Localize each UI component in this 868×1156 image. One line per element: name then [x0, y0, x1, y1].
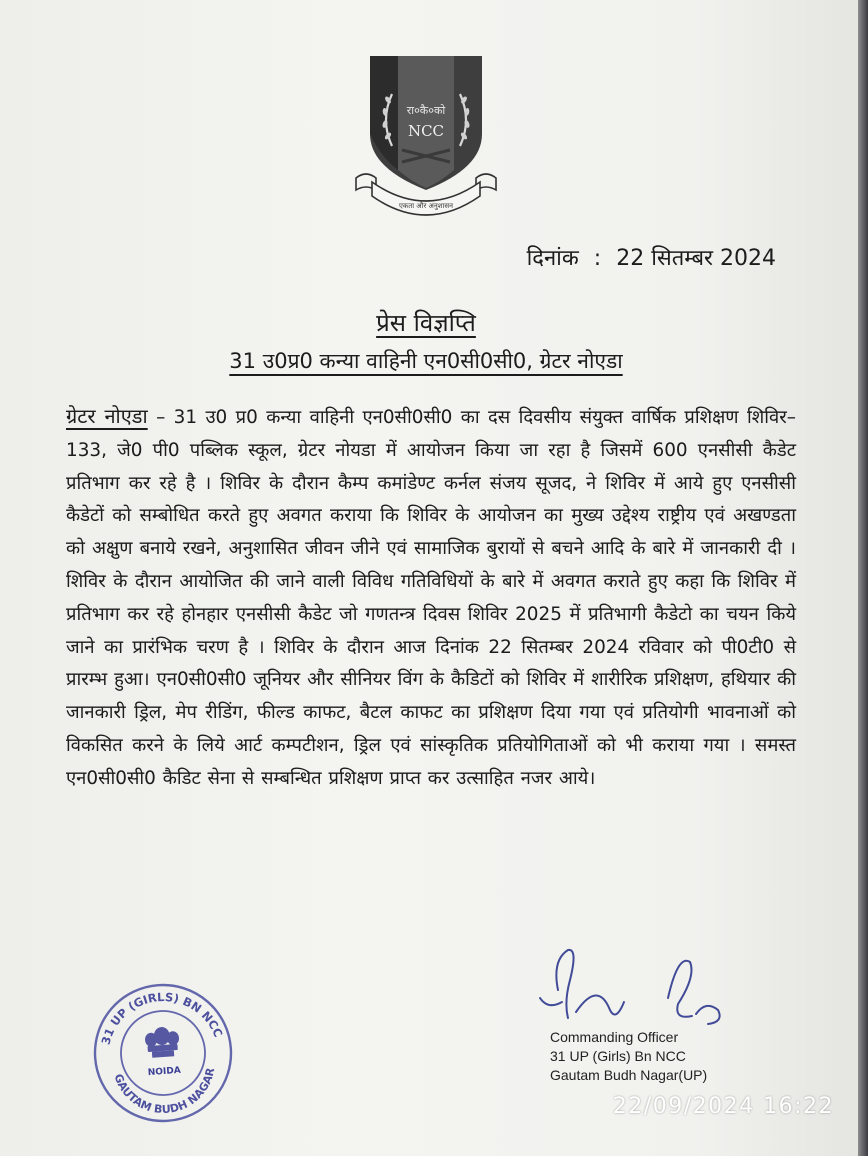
date-separator: : — [593, 246, 602, 271]
national-emblem-icon — [144, 1026, 180, 1058]
body-paragraph: – 31 उ0 प्र0 कन्या वाहिनी एन0सी0सी0 का दस दिवसीय संयुक्त वार्षिक प्रशिक्षण शिविर–133, जे0 पी0 पब्लिक स्कूल, ग्रेटर नोयडा में आयोजन किया जा रहा है जिसमें 600 एनसीसी कैडेट प्रतिभाग कर रहे है । शिविर के दौरान कैम्प कमांडेण्ट कर्नल संजय सूजद, ने शिविर में आये हुए एनसीसी कैडेटों को सम्बोधित करते हुए अवगत कराया कि शिविर के आयोजन का मुख्य उद्देश्य राष्ट्रीय एवं अखण्डता को अक्षुण बनाये रखने, अनुशासित जीवन जीने एवं सामाजिक बुरायों से बचने आदि के बारे में जानकारी दी । शिविर के दौरान आयोजित की जाने वाली विविध गतिविधियों के बारे में अवगत कराते हुए कहा कि शिविर में प्रतिभाग कर रहे होनहार एनसीसी कैडेट जो गणतन्त्र दिवस शिविर 2025 में प्रतिभागी कैडेटो का चयन किये जाने का प्रारंभिक चरण है । शिविर के दौरान आज दिनांक 22 सितम्बर 2024 रविवार को पी0टी0 से प्रारम्भ हुआ। एन0सी0सी0 जूनियर और सीनियर विंग के कैडिटों को शिविर में शारीरिक प्रशिक्षण, हथियार की जानकारी ड्रिल, मेप रीडिंग, फील्ड काफट, बैटल काफट का प्रशिक्षण दिया गया एवं प्रतियोगी भावनाओं को विकसित करने के लिये आर्ट कम्पटीशन, ड्रिल एवं सांस्कृतिक प्रतियोगिताओं को भी कराया गया । समस्त एन0सी0सी0 कैडिट सेना से सम्बन्धित प्रशिक्षण प्राप्त कर उत्साहित नजर आये। — [66, 407, 796, 789]
ncc-crest-icon — [352, 50, 500, 216]
signatory-block — [550, 1028, 707, 1085]
signatory-location: Gautam Budh Nagar(UP) — [550, 1067, 708, 1083]
seal-center-text: NOIDA — [147, 1065, 182, 1079]
seal-bottom-text: GAUTAM BUDH NAGAR — [111, 1066, 218, 1117]
seal-top-text: 31 UP (GIRLS) BN NCC — [98, 989, 226, 1047]
body-lead-location: ग्रेटर नोएडा — [66, 404, 148, 428]
unit-subtitle: 31 उ0प्र0 कन्या वाहिनी एन0सी0सी0, ग्रेटर नोएडा — [229, 349, 623, 373]
crest-ncc-text: NCC — [407, 122, 445, 140]
photo-edge-shadow — [858, 0, 868, 1156]
signatory-title: Commanding Officer — [550, 1029, 679, 1045]
photo-timestamp: 22/09/2024 16:22 — [612, 1094, 834, 1119]
document-date — [527, 242, 776, 272]
date-value: 22 सितम्बर 2024 — [616, 246, 776, 271]
date-label: दिनांक — [526, 246, 579, 271]
signatory-unit: 31 UP (Girls) Bn NCC — [550, 1048, 686, 1064]
crest-motto-text: एकता और अनुशासन — [399, 202, 453, 210]
press-release-body — [66, 400, 796, 796]
crest-hindi-text: रा०कै०को — [406, 104, 446, 117]
unit-seal-icon — [86, 982, 240, 1124]
handwritten-signature-icon — [528, 940, 738, 1040]
press-release-title: प्रेस विज्ञप्ति — [376, 309, 476, 337]
